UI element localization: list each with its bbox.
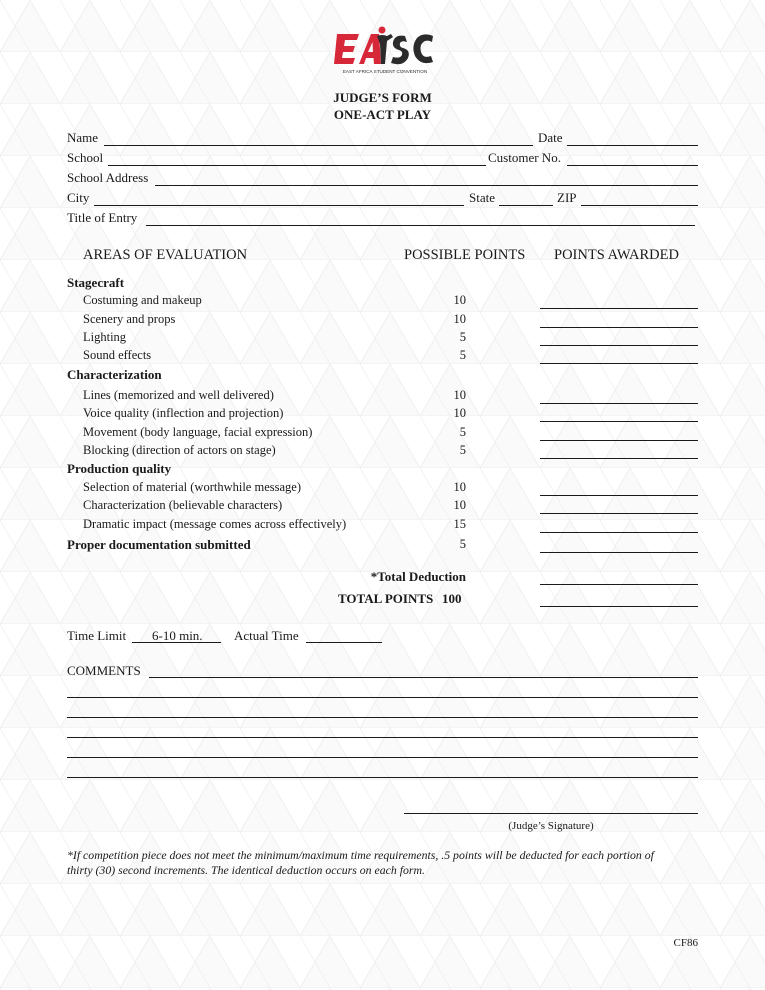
school-label: School [67,150,104,165]
date-label: Date [538,130,563,145]
name-label: Name [67,130,99,145]
date-field[interactable] [567,145,698,146]
footnote-line1: *If competition piece does not meet the minimum/maximum time requirements, .5 points will be deducted for each portion of [67,848,654,862]
comments-label: COMMENTS [67,663,141,678]
total-points-field[interactable] [540,606,698,607]
easc-logo [333,22,437,78]
criterion-label: Lighting [83,330,127,344]
criterion-points: 10 [453,293,466,307]
customer-no-field[interactable] [567,165,698,166]
award-field[interactable] [540,440,698,441]
city-label: City [67,190,90,205]
criterion-label: Blocking (direction of actors on stage) [83,443,276,457]
criterion-points: 5 [459,348,466,362]
criterion-points: 10 [453,480,466,494]
areas-header: AREAS OF EVALUATION [83,247,248,263]
school-field[interactable] [108,165,486,166]
documentation-award-field[interactable] [540,552,698,553]
criterion-label: Dramatic impact (message comes across effectively) [83,517,347,531]
criterion-label: Lines (memorized and well delivered) [83,388,274,402]
award-field[interactable] [540,421,698,422]
judge-signature-label: (Judge’s Signature) [508,820,594,832]
criterion-points: 10 [453,498,466,512]
criterion-label: Sound effects [83,348,152,362]
name-field[interactable] [104,145,533,146]
comments-line[interactable] [67,737,698,738]
judge-signature-field[interactable] [404,813,698,814]
award-field[interactable] [540,513,698,514]
title-of-entry-label: Title of Entry [67,210,138,225]
actual-time-field[interactable] [306,642,382,643]
comments-line[interactable] [149,677,698,678]
criterion-points: 5 [459,443,466,457]
form-title-line2: ONE-ACT PLAY [333,107,432,122]
state-label: State [469,190,495,205]
award-field[interactable] [540,403,698,404]
total-deduction-field[interactable] [540,584,698,585]
customer-no-label: Customer No. [488,150,561,165]
criterion-label: Scenery and props [83,312,176,326]
comments-line[interactable] [67,697,698,698]
zip-field[interactable] [581,205,698,206]
criterion-label: Voice quality (inflection and projection) [83,406,284,420]
comments-line[interactable] [67,717,698,718]
award-field[interactable] [540,495,698,496]
award-field[interactable] [540,345,698,346]
points-awarded-header: POINTS AWARDED [554,247,679,263]
criterion-points: 15 [453,517,466,531]
section-heading-production-quality: Production quality [67,461,172,476]
comments-line[interactable] [67,777,698,778]
form-title-line1: JUDGE’S FORM [333,90,432,105]
school-address-label: School Address [67,170,149,185]
actual-time-label: Actual Time [234,628,299,643]
title-of-entry-field[interactable] [146,225,695,226]
total-points-value: 100 [442,591,462,606]
award-field[interactable] [540,532,698,533]
form-code: CF86 [673,937,698,949]
possible-points-header: POSSIBLE POINTS [404,247,526,263]
city-field[interactable] [94,205,464,206]
zip-label: ZIP [557,190,577,205]
documentation-points: 5 [459,537,466,551]
award-field[interactable] [540,363,698,364]
section-heading-characterization: Characterization [67,367,162,382]
criterion-label: Characterization (believable characters) [83,498,283,512]
comments-line[interactable] [67,757,698,758]
logo-tagline: EAST AFRICA STUDENT CONVENTION [342,69,428,74]
award-field[interactable] [540,308,698,309]
award-field[interactable] [540,327,698,328]
criterion-points: 10 [453,388,466,402]
time-limit-value: 6-10 min. [152,628,203,643]
criterion-label: Costuming and makeup [83,293,202,307]
total-points-label: TOTAL POINTS [338,591,434,606]
section-heading-stagecraft: Stagecraft [67,275,125,290]
award-field[interactable] [540,458,698,459]
documentation-label: Proper documentation submitted [67,537,251,552]
criterion-points: 5 [459,425,466,439]
total-deduction-label: *Total Deduction [370,569,466,584]
criterion-points: 10 [453,406,466,420]
criterion-label: Movement (body language, facial expression) [83,425,313,439]
criterion-points: 5 [459,330,466,344]
criterion-label: Selection of material (worthwhile message) [83,480,301,494]
school-address-field[interactable] [155,185,698,186]
time-limit-label: Time Limit [67,628,127,643]
footnote-line2: thirty (30) second increments. The identical deduction occurs on each form. [67,863,425,877]
criterion-points: 10 [453,312,466,326]
state-field[interactable] [499,205,553,206]
